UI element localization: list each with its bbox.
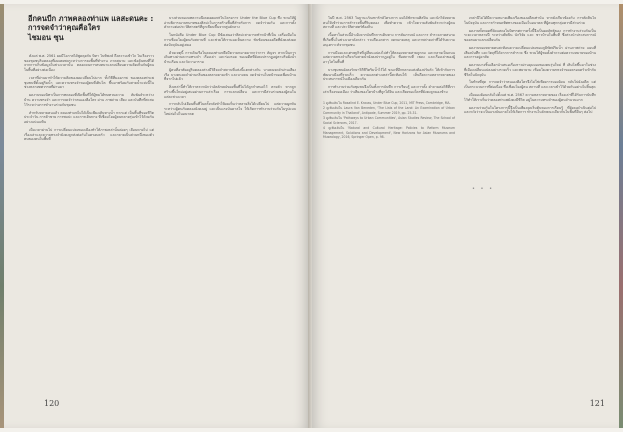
paragraph: เหล่านี้ไม่ได้มีความหมายเพียงเรื่องของอดีตเท่านั้น หากยังเกี่ยวข้องกับ การตัดสินใจในปัจจุบัน และการกำหนดทิศทางของเมืองในอนาคต ที่ผู้คนทุกกลุ่มควรมีส่วนร่วม [464, 16, 596, 25]
section-break-dots: • • • [472, 186, 495, 192]
right-page-column-1 [323, 16, 455, 399]
right-page-column-2 [464, 16, 596, 399]
article-author: ไชมอน ซุน [28, 33, 64, 43]
paragraph: บางชุมชนยังคงรักษาวิถีชีวิตริมน้ำไว้ได้ ขณะที่อีกหลายแห่งต้องปรับตัว ให้เข้ากับการพัฒนาเมืองที่รวดเร็ว ความแตกต่างเหล่านี้สะท้อนให้ เห็นถึงความหลากหลายของประสบการณ์ในเมืองเดียวกัน [323, 67, 455, 82]
paragraph: เมื่อมองย้อนกลับไปตั้งแต่ พ.ศ. 2567 ความหลากหลายของ เรื่องเล่าที่ได้รับการบันทึกไว้ทำให้เราเห็นว่าคลองท่าแพยังคงมีชีวิต อยู่ในความทรงจำของผู้คนจำนวนมาก [464, 93, 596, 102]
paragraph: ผู้คนที่อาศัยอยู่ริมคลองต่างมีวิธีจดจำสถานที่แห่งนี้แตกต่างกัน บางคนจดจำผ่านเสียงเรือ บางคนจดจำผ่านกลิ่นของตลาดยามเช้า และบางคน จดจำผ่านใบหน้าของเพื่อนบ้านที่จากไปแล้ว [164, 67, 296, 82]
paragraph: ตั้งแต่ พ.ศ. 2561 ผมมีโอกาสได้พูดคุยกับ นิทา โนทิพงษ์ ถึงความเข้าใจ ในเรื่องราวของชุมชนริมคลองที่ผมเคยพบระหว่างการลงพื้นที่ทำงาน ภาคสนาม และข้อค้นพบที่ได้จากการเก็บข้อมูลในช่วงเวลานั้น ตลอดจนการสนทนาแลกเปลี่ยนความคิดเห็นกับผู้คนในพื้นที่อย่างต่อเนื่อง [24, 54, 154, 73]
paragraph: การเมืองและเศรษฐกิจที่เปลี่ยนแปลงไปทำให้คลองหลายสายถูกถม และกลายเป็นถนน แต่ความทรงจำเกี่ยวกับสายน้ำยังคงปรากฏอยู่ใน ชื่อสถานที่ เพลง และเรื่องเล่าของผู้อาวุโสในพื้นที่ [323, 50, 455, 64]
paragraph: ในหนังสือ Under Blue Cup มีข้อเสนอว่าศิลปะสามารถทำหน้าที่เป็น เครื่องมือในการเชื่อมโยงผู้คนกับสถานที่ และช่วยให้เรามองเห็นความ ซับซ้อนของอดีตที่ยังคงส่งผลต่อปัจจุบันอยู่เสมอ [164, 33, 296, 47]
footnote: 3 ดูเพิ่มเติมใน 'Pathways to Urban Communities', Asian Studies Review, The School of Social Sciences, 2017. [323, 116, 455, 125]
paragraph: ผลงานร่วมกันในโครงการนี้จึงเป็นเพียงจุดเริ่มต้นของการเรียนรู้ ที่ยังคงดำเนินต่อไป และหวังว่าจะเป็นแรงบันดาลใจให้เกิดการ ทำงานในลักษณะเดียวกันในพื้นที่อื่นๆ ต่อไป [464, 105, 596, 115]
left-page-column-1 [24, 54, 154, 399]
paragraph: สิ่งเหล่านี้ทำให้เราตระหนักว่าอัตลักษณ์ของพื้นที่ไม่ได้ถูกกำหนดไว้ ตายตัว หากถูกสร้างขึ้นใหม่อยู่เสมอผ่านการเล่าเรื่อง การแลกเปลี่ยน และการมีส่วนร่วมของผู้คนในแต่ละช่วงเวลา [164, 85, 296, 99]
paragraph: ในปี พ.ศ. 2563 ในฐานะภัณฑารักษ์โครงการ ผมได้ชักชวนศิลปิน และนักวิจัยหลายคนให้เข้าร่วมการสำรวจพื้นที่ริมคลอง เพื่อทำความ เข้าใจความสัมพันธ์ระหว่างผู้คน สถานที่ และประวัติศาสตร์ท้องถิ่น [323, 16, 455, 30]
paragraph: เนื้อหาในส่วนนี้อ้างอิงจากบันทึกการเดินทาง การสัมภาษณ์ และการ สำรวจภาคสนามที่เกิดขึ้นในช่วงเวลาดังกล่าว รวมถึงเอกสาร จดหมายเหตุ และภาพถ่ายเก่าที่ได้รับความอนุเคราะห์จากชุมชน [323, 33, 455, 47]
paragraph: ผลงานของหลายคนสะท้อนความเปลี่ยนแปลงของภูมิทัศน์ริมน้ำ ผ่านภาพถ่าย แผนที่ เสียงบันทึก และวัตถุที่ได้จากการสำรวจ ซึ่ง ชวนให้ผู้ชมตั้งคำถามต่อความหมายของบ้านและการอยู่อาศัย [464, 45, 596, 60]
paragraph: เมื่อเวลาผ่านไป การเปลี่ยนแปลงของเมืองทำให้ภาพเหล่านั้นค่อยๆ เลือนหายไป แต่เรื่องเล่าและความทรงจำยังคงถูกส่งต่อกันในครอบครัว และกลายเป็นส่วนหนึ่งของตัวตนของคนในพื้นที่ [24, 127, 154, 142]
footnote: 4 ดูเพิ่มเติมใน 'Natural and Cultural Heritage: Policies to Reform Museum Management, Solutions and Development', New Horizons for Asian Museums and Museology, 2016, Springer Open, p. 98. [323, 126, 455, 139]
footnote: 1 ดูเพิ่มเติมใน Rosalind E. Krauss, Under Blue Cup, 2011, MIT Press, Cambridge, MA. [323, 100, 451, 105]
footnote: 2 ดูเพิ่มเติมใน Laura Van Beneden, 'The Lists of the Land: An Examination of Urban Community in Thailand', Antipode, Summer 2019, pp. 25-31. [323, 106, 455, 115]
title-line-1: อีกคนบีก ภาพคลองท่าแพ แลสะดนคะ : [28, 14, 154, 23]
right-page-edge [619, 4, 623, 428]
paragraph: ด้วยเหตุนี้ การเดินเรือในคลองท่าแพจึงมีความหมายมากกว่าการ สัญจร หากเป็นการเดินทางผ่านความทรงจำ เรื่องเล่า และร่องรอย ของอดีตที่ยังคงปรากฏอยู่ตามริมฝั่งน้ำ บ้านเรือน และวัดวาอาราม [164, 50, 296, 64]
paragraph: ผลงานของนิทาเป็นการทดลองที่เปิดพื้นที่ให้ผู้ชมได้ทบทวนความ สัมพันธ์ระหว่างบ้าน ความทรงจำ และการจดจำว่าตนเองคือใคร ผ่าน ภาพถ่าย เสียง และบันทึกที่สะสมไว้ระหว่างการทำงานร่วมกับชุมชน [24, 93, 154, 107]
article-heading [28, 14, 156, 42]
footnotes [323, 101, 455, 140]
paragraph: การกลับไปเยือนพื้นที่ในครั้งหลังทำให้ผมเห็นว่าหลายสิ่งได้เปลี่ยนไป แต่ความผูกพันระหว่างผู้คนกับคลองยังคงอยู่ และเป็นแรงบันดาลใจ ให้เกิดการทำงานร่วมกันในรูปแบบใหม่ต่อไปในอนาคต [164, 102, 296, 116]
paragraph: เวลาที่ผ่านมาทำให้ความคิดของผมเปลี่ยนไปมาก ทั้งวิธีที่มองภาพ ของคลองท่าแพ ชุมชนที่ตั้งอยู่ริมน้ำ และความทรงจำของผู้คนที่เติบโต ขึ้นมาพร้อมกับสายน้ำแห่งนี้ในช่วงหลายทศวรรษที่ผ่านมา [24, 76, 154, 90]
paragraph: ผลงานบางชิ้นเลือกนำเสนอเรื่องราวผ่านมุมมองของคนรุ่นใหม่ ที่ เติบโตขึ้นมาในช่วงที่เมืองเปลี่ยนแปลงอย่างรวดเร็ว และพยายาม เชื่อมโยงความทรงจำของครอบครัวเข้ากับชีวิตในปัจจุบัน [464, 63, 596, 77]
left-page [4, 4, 310, 428]
left-page-column-2 [164, 16, 296, 399]
paragraph: ผลงานทั้งหมดที่จัดแสดงในนิทรรศการครั้งนี้จึงเป็นผลลัพธ์ของ การทำงานร่วมกันเป็นระยะเวลาหลายปี ระหว่างศิลปิน นักวิจัย และ ชาวบ้านในพื้นที่ ซึ่งต่างนำประสบการณ์ของตนมาแลกเปลี่ยนกัน [464, 28, 596, 42]
paragraph: บางส่วนของบทความนี้เคยเผยแพร่ในโครงการ Under the Blue Cup ซึ่ง ชวนให้ผู้อ่านพิจารณาบทบาทของศิลปะในการสร้างพื้นที่สำหรับการ จดจำร่วมกัน และการตั้งคำถามต่อประวัติศาสตร์ที่ถูกเขียนขึ้นจากศูนย์กลาง [164, 16, 296, 30]
paragraph: สำหรับหลายคนแล้ว คลองท่าแพไม่ได้เป็นเพียงเส้นทางน้ำ หากแต่ เป็นพื้นที่ของชีวิตประจำวัน การค้าขาย การพบปะ และการเดินทาง ที่เชื่อมโยงผู้คนหลายรุ่นเข้าไว้ด้วยกันอย่างแน่นแฟ้น [24, 110, 154, 124]
right-page-number: 121 [589, 399, 605, 408]
article-title [28, 14, 156, 32]
paragraph: ในท้ายที่สุด การจดจำว่าตนเองคือใครจึงไม่ใช่เพียงการมองย้อน กลับไปยังอดีต แต่เป็นกระบวนการที่ต่อเนื่อง ซึ่งเชื่อมโยงผู้คน สถานที่ และเวลาเข้าไว้ด้วยกันอย่างไม่สิ้นสุด [464, 80, 596, 90]
left-page-number: 120 [44, 399, 60, 408]
paragraph: การทำงานร่วมกับชุมชนจึงเป็นทั้งการบันทึก การเรียนรู้ และการตั้ง คำถามต่อวิธีที่เราเล่าเรื่องของเมือง ว่าเสียงของใครบ้างที่ถูกได้ยิน และเสียงของใครที่ยังคงถูกมองข้าม [323, 85, 455, 94]
right-page [312, 4, 619, 428]
title-line-2: การจดจำว่าคุณคือใคร [28, 23, 101, 33]
